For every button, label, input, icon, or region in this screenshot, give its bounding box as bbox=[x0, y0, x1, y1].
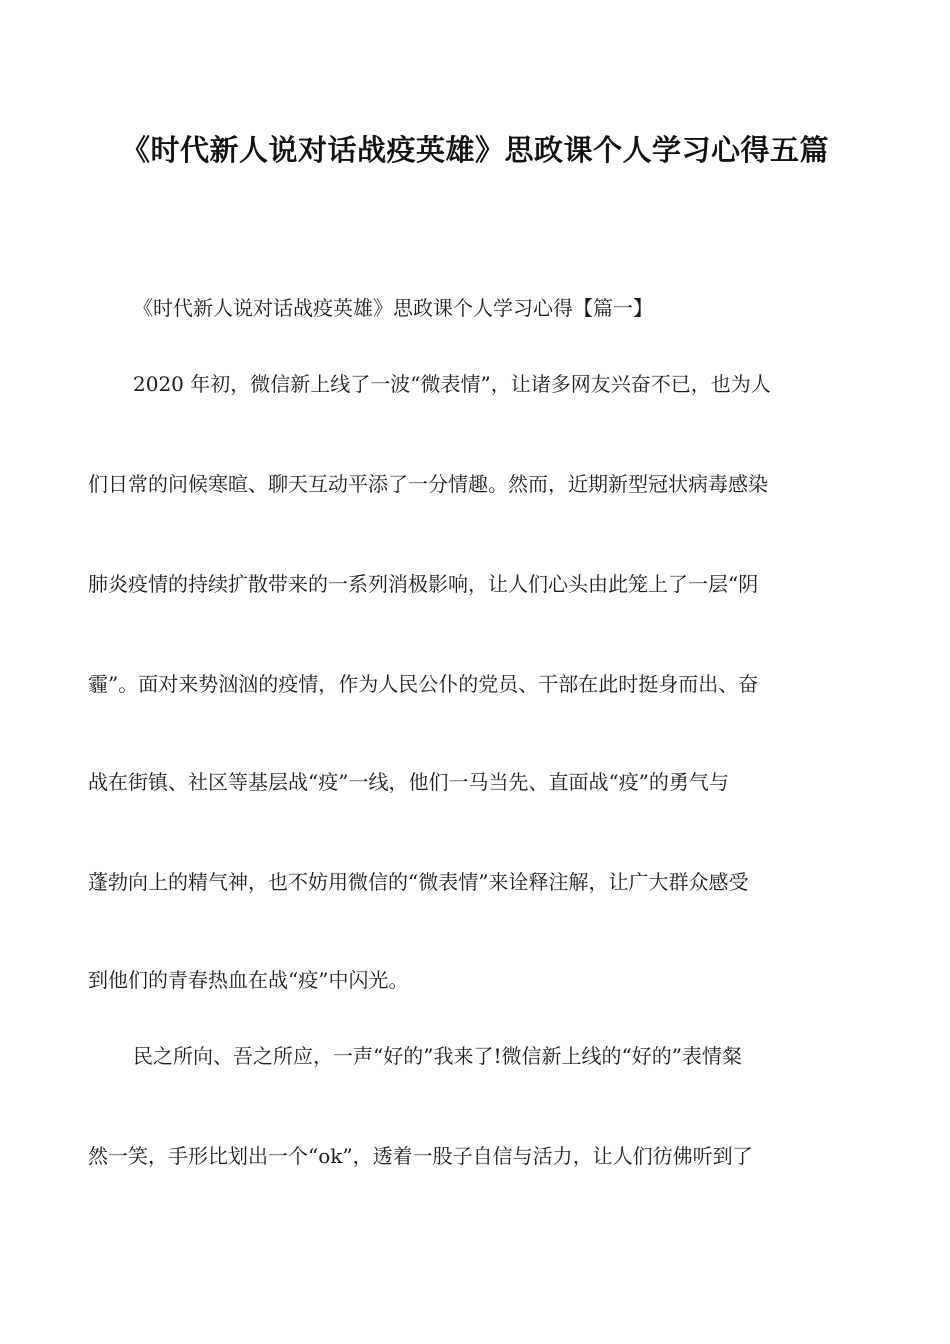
paragraph-line: 肺炎疫情的持续扩散带来的一系列消极影响，让人们心头由此笼上了一层“阴 bbox=[88, 572, 759, 596]
paragraph-line: 蓬勃向上的精气神，也不妨用微信的“微表情”来诠释注解，让广大群众感受 bbox=[88, 870, 749, 894]
paragraph-line: 然一笑，手形比划出一个“ok”，透着一股子自信与活力，让人们彷佛听到了 bbox=[88, 1144, 753, 1168]
paragraph-line: 们日常的问候寒暄、聊天互动平添了一分情趣。然而，近期新型冠状病毒感染 bbox=[88, 472, 768, 496]
paragraph-line: 霾”。面对来势汹汹的疫情，作为人民公仆的党员、干部在此时挺身而出、奋 bbox=[88, 672, 759, 696]
paragraph-line: 民之所向、吾之所应，一声“好的”我来了!微信新上线的“好的”表情粲 bbox=[133, 1044, 742, 1068]
paragraph-line: 2020 年初，微信新上线了一波“微表情”，让诸多网友兴奋不已，也为人 bbox=[133, 372, 771, 396]
paragraph-line: 到他们的青春热血在战“疫”中闪光。 bbox=[88, 968, 409, 992]
section-heading: 《时代新人说对话战疫英雄》思政课个人学习心得【篇一】 bbox=[133, 296, 653, 320]
paragraph-line: 战在街镇、社区等基层战“疫”一线，他们一马当先、直面战“疫”的勇气与 bbox=[88, 770, 729, 794]
document-title: 《时代新人说对话战疫英雄》思政课个人学习心得五篇 bbox=[120, 133, 829, 167]
